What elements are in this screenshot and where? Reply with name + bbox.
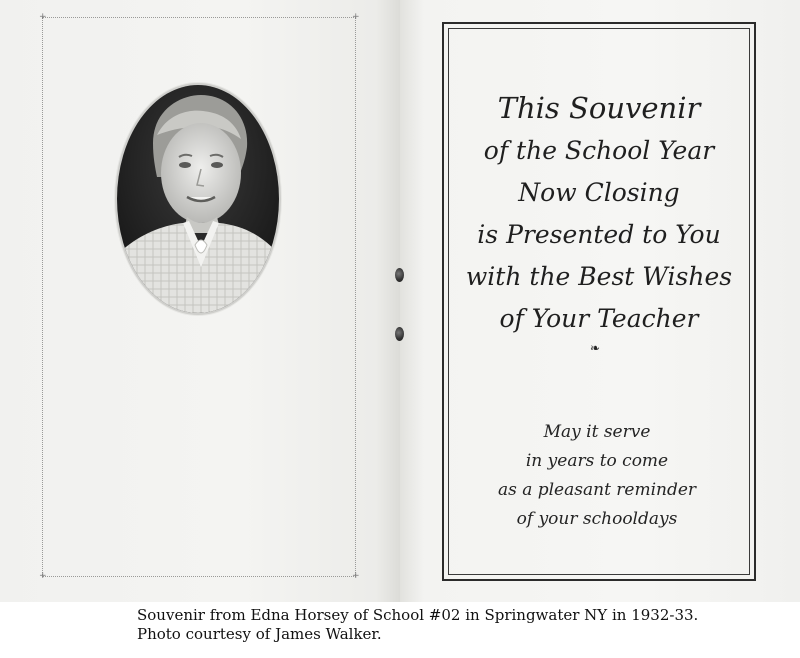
wish-line: in years to come [525,451,669,471]
caption-line-2: Photo courtesy of James Walker. [137,625,382,643]
dedication-line: with the Best Wishes [465,262,733,291]
staple-icon [395,327,404,341]
corner-ornament-icon: + [39,571,47,581]
left-page [0,0,400,602]
corner-ornament-icon: + [352,12,360,22]
dedication-line: This Souvenir [497,91,701,125]
dedication-line: of Your Teacher [499,304,699,333]
portrait-photo [117,85,279,313]
dedication-line: is Presented to You [477,220,721,249]
leaf-ornament-icon: ❧ [590,341,601,355]
caption-line-1: Souvenir from Edna Horsey of School #02 in Springwater NY in 1932-33. [137,606,699,624]
teacher-portrait [117,85,279,313]
corner-ornament-icon: + [352,571,360,581]
corner-ornament-icon: + [39,12,47,22]
wish-text [442,418,752,534]
photo-caption [137,606,698,644]
wish-line: as a pleasant reminder [497,480,697,500]
wish-line: May it serve [543,422,651,442]
wish-line: of your schooldays [516,509,678,529]
dedication-line: of the School Year [483,136,715,165]
dedication-line: Now Closing [518,178,680,207]
staple-icon [395,268,404,282]
dedication-text [444,86,754,340]
